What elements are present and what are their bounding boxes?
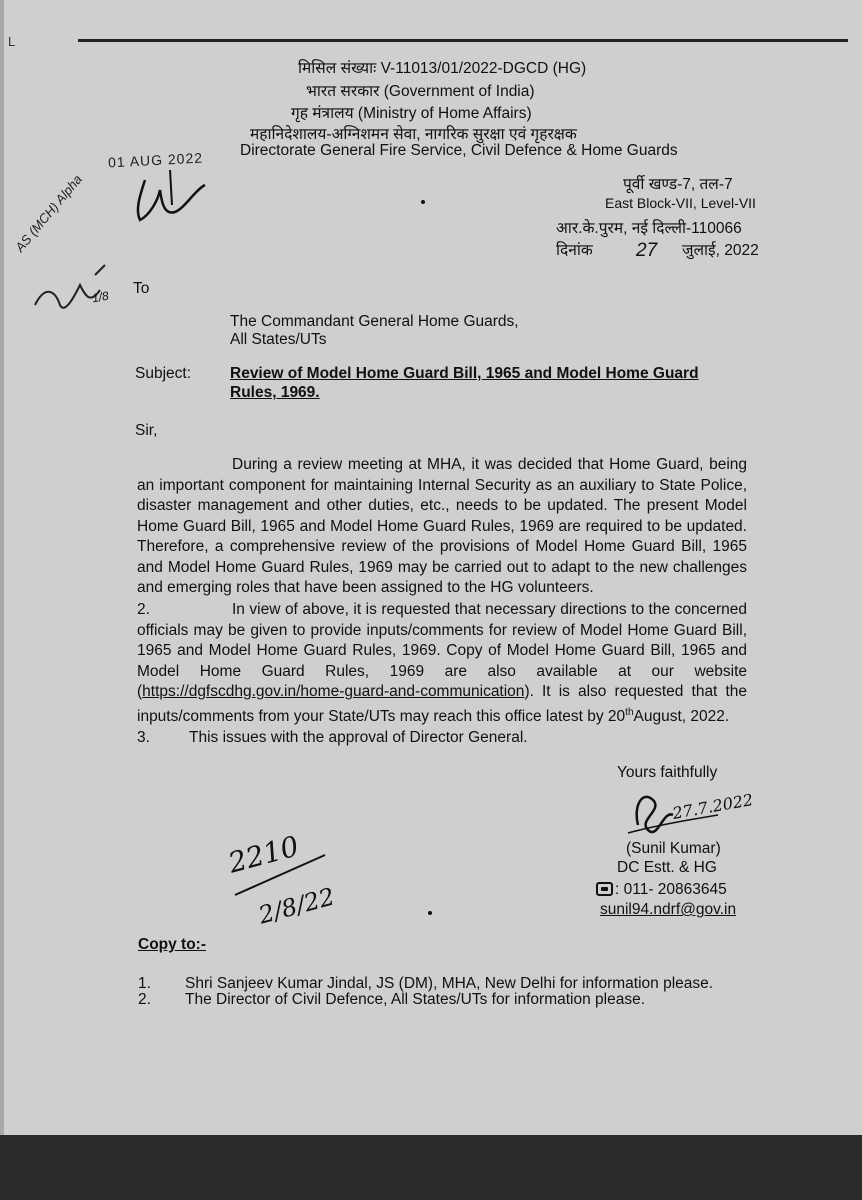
copy-item-2-number: 2. [138,991,151,1008]
govt-name: भारत सरकार (Government of India) [306,83,535,100]
page-edge [0,0,4,1135]
corner-mark: L [8,34,16,49]
paragraph-2-text-after: ). It is also requested that the inputs/comments from your State/UTs may reach this office latest by 20 [137,683,747,725]
paragraph-3-number: 3. [137,729,150,746]
signed-date: 27.7.2022 [670,790,755,823]
website-link[interactable]: https://dgfscdhg.gov.in/home-guard-and-communication [142,683,525,700]
copy-item-1-number: 1. [138,975,151,992]
signatory-phone [596,879,727,901]
subject-label: Subject: [135,365,192,382]
to-label: To [133,280,150,297]
receipt-date: 2/8/22 [255,882,338,930]
directorate-english: Directorate General Fire Service, Civil Defence & Home Guards [240,142,678,159]
address-line2: East Block-VII, Level-VII [605,195,756,211]
paragraph-2-text: In view of above, it is requested that necessary directions to the concerned officials may be given to provide inputs/comments for review of Model Home Guard Bill, 1965 and Model Home Guard Rules, 1969. Copy of Model Home Guard Bill, 1965 and Model Home Guard Rules, 1969 are also available at our website ( [137,601,747,700]
paragraph-2 [137,600,747,727]
date-rest: जुलाई, 2022 [682,242,759,259]
date-day-handwritten: 27 [636,240,658,261]
paragraph-3-text: This issues with the approval of Director General. [189,729,528,746]
recipient-line2: All States/UTs [230,331,327,348]
paragraph-2-text-end: August, 2022. [633,707,730,725]
copy-item-1-text: Shri Sanjeev Kumar Jindal, JS (DM), MHA, New Delhi for information please. [185,975,714,992]
file-number: मिसिल संख्याः V-11013/01/2022-DGCD (HG) [298,60,587,77]
speck [428,911,432,915]
copy-item-2-text: The Director of Civil Defence, All States/UTs for information please. [185,991,646,1008]
viewer-bottom-area [0,1135,862,1200]
initials-signature [110,160,230,240]
paragraph-1 [137,455,747,599]
directorate-hindi: महानिदेशालय-अग्निशमन सेवा, नागरिक सुरक्षा एवं गृहरक्षक [250,126,577,143]
salutation: Sir, [135,422,158,439]
received-stamp: 01 AUG 2022 [107,149,204,171]
date-suffix: th [625,706,634,718]
ministry-name: गृह मंत्रालय (Ministry of Home Affairs) [291,105,532,122]
signatory-designation: DC Estt. & HG [617,859,717,876]
subject-line2: Rules, 1969. [230,384,320,401]
paragraph-2-number: 2. [137,601,150,618]
address-line3: आर.के.पुरम, नई दिल्ली-110066 [556,220,742,237]
closing: Yours faithfully [617,764,718,781]
phone-number: : 011- 20863645 [615,881,727,898]
recipient-line1: The Commandant General Home Guards, [230,313,519,330]
signatory-name: (Sunil Kumar) [626,840,721,857]
speck [421,200,425,204]
date-label: दिनांक [556,242,593,259]
margin-note: AS (MCH) Alpha [12,171,85,255]
copy-to-label: Copy to:- [138,936,207,953]
receipt-number: 2210 [224,829,303,880]
signatory-email[interactable]: sunil94.ndrf@gov.in [600,901,737,918]
top-rule [78,39,848,42]
address-line1: पूर्वी खण्ड-7, तल-7 [623,176,733,193]
subject-line1: Review of Model Home Guard Bill, 1965 and Model Home Guard [230,365,699,382]
paragraph-1-text: During a review meeting at MHA, it was decided that Home Guard, being an important component for maintaining Internal Security as an auxiliary to State Police, disaster management and other duties, etc., needs to be updated. The present Model Home Guard Bill, 1965 and Model Home Guard Rules, 1969 are required to be updated. Therefore, a comprehensive review of the provisions of Model Home Guard Bill, 1965 and Model Home Guard Rules, 1969 may be carried out to adapt to the new challenges and emerging roles that have been assigned to the HG volunteers. [137,456,747,596]
margin-numbers: 1/8 [90,288,110,306]
telephone-icon [596,882,613,896]
